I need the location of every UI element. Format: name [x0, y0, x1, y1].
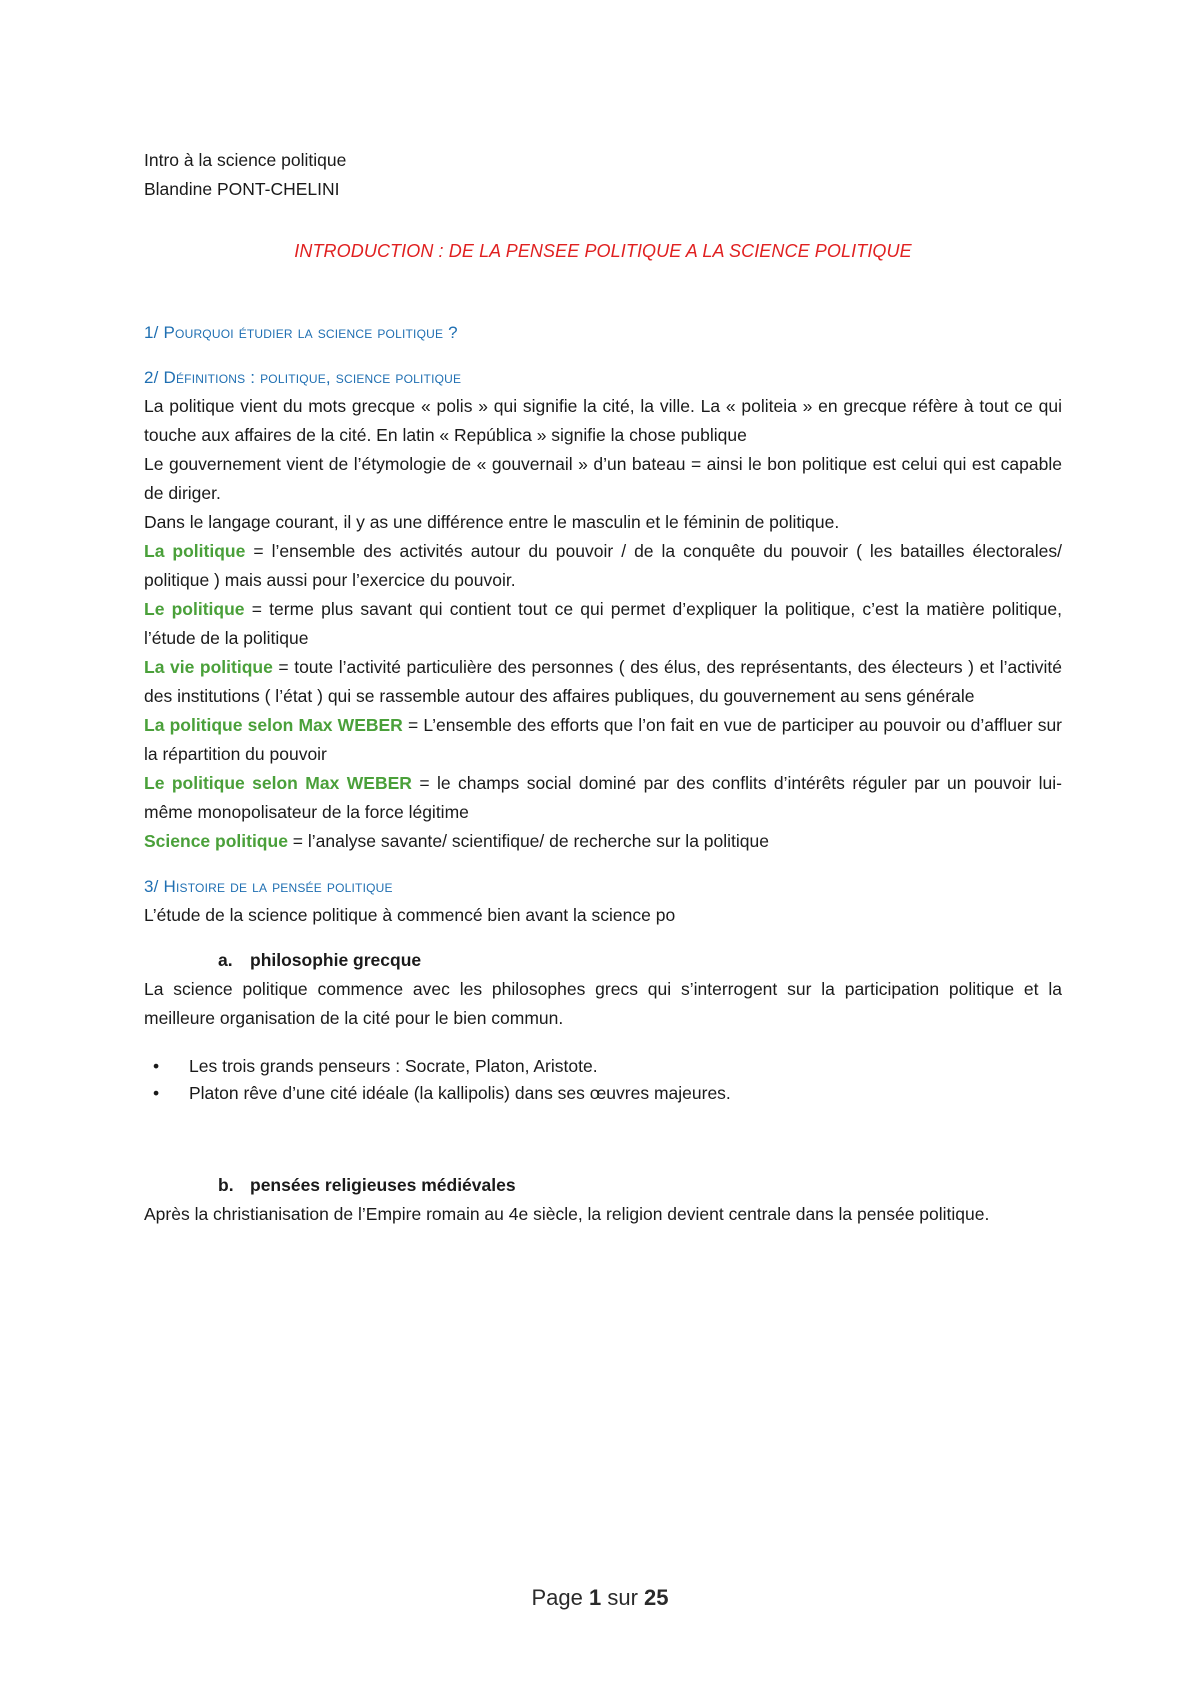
list-item-text: Platon rêve d’une cité idéale (la kallipolis) dans ses œuvres majeures.: [189, 1083, 731, 1103]
section-heading-2: 2/ Définitions : politique, science politique: [144, 368, 462, 387]
page-content: [144, 146, 1062, 1229]
bullet-icon: •: [153, 1056, 160, 1076]
page-footer: [0, 1585, 1200, 1611]
subheading-label: a.: [218, 950, 233, 970]
definition-text: = toute l’activité particulière des personnes ( des élus, des représentants, des électeurs ) et l’activité des institutions ( l’état ) qui se rassemble autour des affaires publiques, du gouvernement au sens générale: [144, 657, 1062, 706]
paragraph-philosophes: La science politique commence avec les philosophes grecs qui s’interrogent sur la participation politique et la meilleure organisation de la cité pour le bien commun.: [144, 979, 1062, 1028]
definition-term: La politique selon Max WEBER: [144, 715, 403, 735]
definition-item: [144, 711, 1062, 769]
definition-term: La politique: [144, 541, 246, 561]
section-heading-1: 1/ Pourquoi étudier la science politique ?: [144, 323, 458, 342]
subheading-a: [218, 946, 1062, 975]
definition-text: = L’ensemble des efforts que l’on fait en vue de participer au pouvoir ou d’affluer sur la répartition du pouvoir: [144, 715, 1062, 764]
definition-term: La vie politique: [144, 657, 273, 677]
course-title: Intro à la science politique: [144, 150, 347, 170]
definition-text: = l’analyse savante/ scientifique/ de recherche sur la politique: [287, 831, 769, 851]
definition-text: = le champs social dominé par des conflits d’intérêts réguler par un pouvoir lui-même monopolisateur de la force légitime: [144, 773, 1062, 822]
definition-item: [144, 595, 1062, 653]
current-page-number: 1: [588, 1585, 602, 1610]
list-item: [144, 1053, 1062, 1080]
definition-text: = terme plus savant qui contient tout ce qui permet d’expliquer la politique, c’est la matière politique, l’étude de la politique: [144, 599, 1062, 648]
document-title: INTRODUCTION : DE LA PENSEE POLITIQUE A LA SCIENCE POLITIQUE: [294, 241, 912, 261]
definition-term: Science politique: [144, 831, 288, 851]
section-heading-3: 3/ Histoire de la pensée politique: [144, 877, 393, 896]
definition-item: [144, 827, 1062, 856]
paragraph-etude: L’étude de la science politique à commencé bien avant la science po: [144, 905, 676, 925]
footer-middle: sur: [607, 1585, 638, 1610]
list-item-text: Les trois grands penseurs : Socrate, Platon, Aristote.: [189, 1056, 598, 1076]
paragraph-christianisation: Après la christianisation de l’Empire romain au 4e siècle, la religion devient centrale dans la pensée politique.: [144, 1204, 990, 1224]
author-name: Blandine PONT-CHELINI: [144, 179, 340, 199]
total-pages-number: 25: [644, 1585, 669, 1610]
definition-item: [144, 769, 1062, 827]
definition-item: [144, 653, 1062, 711]
subheading-title: pensées religieuses médiévales: [250, 1175, 516, 1195]
paragraph-polis: La politique vient du mots grecque « polis » qui signifie la cité, la ville. La « politeia » en grecque réfère à tout ce qui touche aux affaires de la cité. En latin « República » signifie la chose publique: [144, 396, 1062, 445]
footer-prefix: Page: [531, 1585, 583, 1610]
list-item: [144, 1080, 1062, 1107]
paragraph-gouvernement: Le gouvernement vient de l’étymologie de « gouvernail » d’un bateau = ainsi le bon politique est celui qui est capable de diriger.: [144, 454, 1062, 503]
definition-term: Le politique selon Max WEBER: [144, 773, 412, 793]
paragraph-langage: Dans le langage courant, il y as une différence entre le masculin et le féminin de politique.: [144, 512, 840, 532]
bullet-list: [144, 1053, 1062, 1107]
subheading-label: b.: [218, 1175, 234, 1195]
subheading-b: [218, 1171, 1062, 1200]
bullet-icon: •: [153, 1083, 160, 1103]
definition-term: Le politique: [144, 599, 245, 619]
subheading-title: philosophie grecque: [250, 950, 422, 970]
definition-item: [144, 537, 1062, 595]
definition-text: = l’ensemble des activités autour du pouvoir / de la conquête du pouvoir ( les batailles électorales/ politique ) mais aussi pour l’exercice du pouvoir.: [144, 541, 1062, 590]
